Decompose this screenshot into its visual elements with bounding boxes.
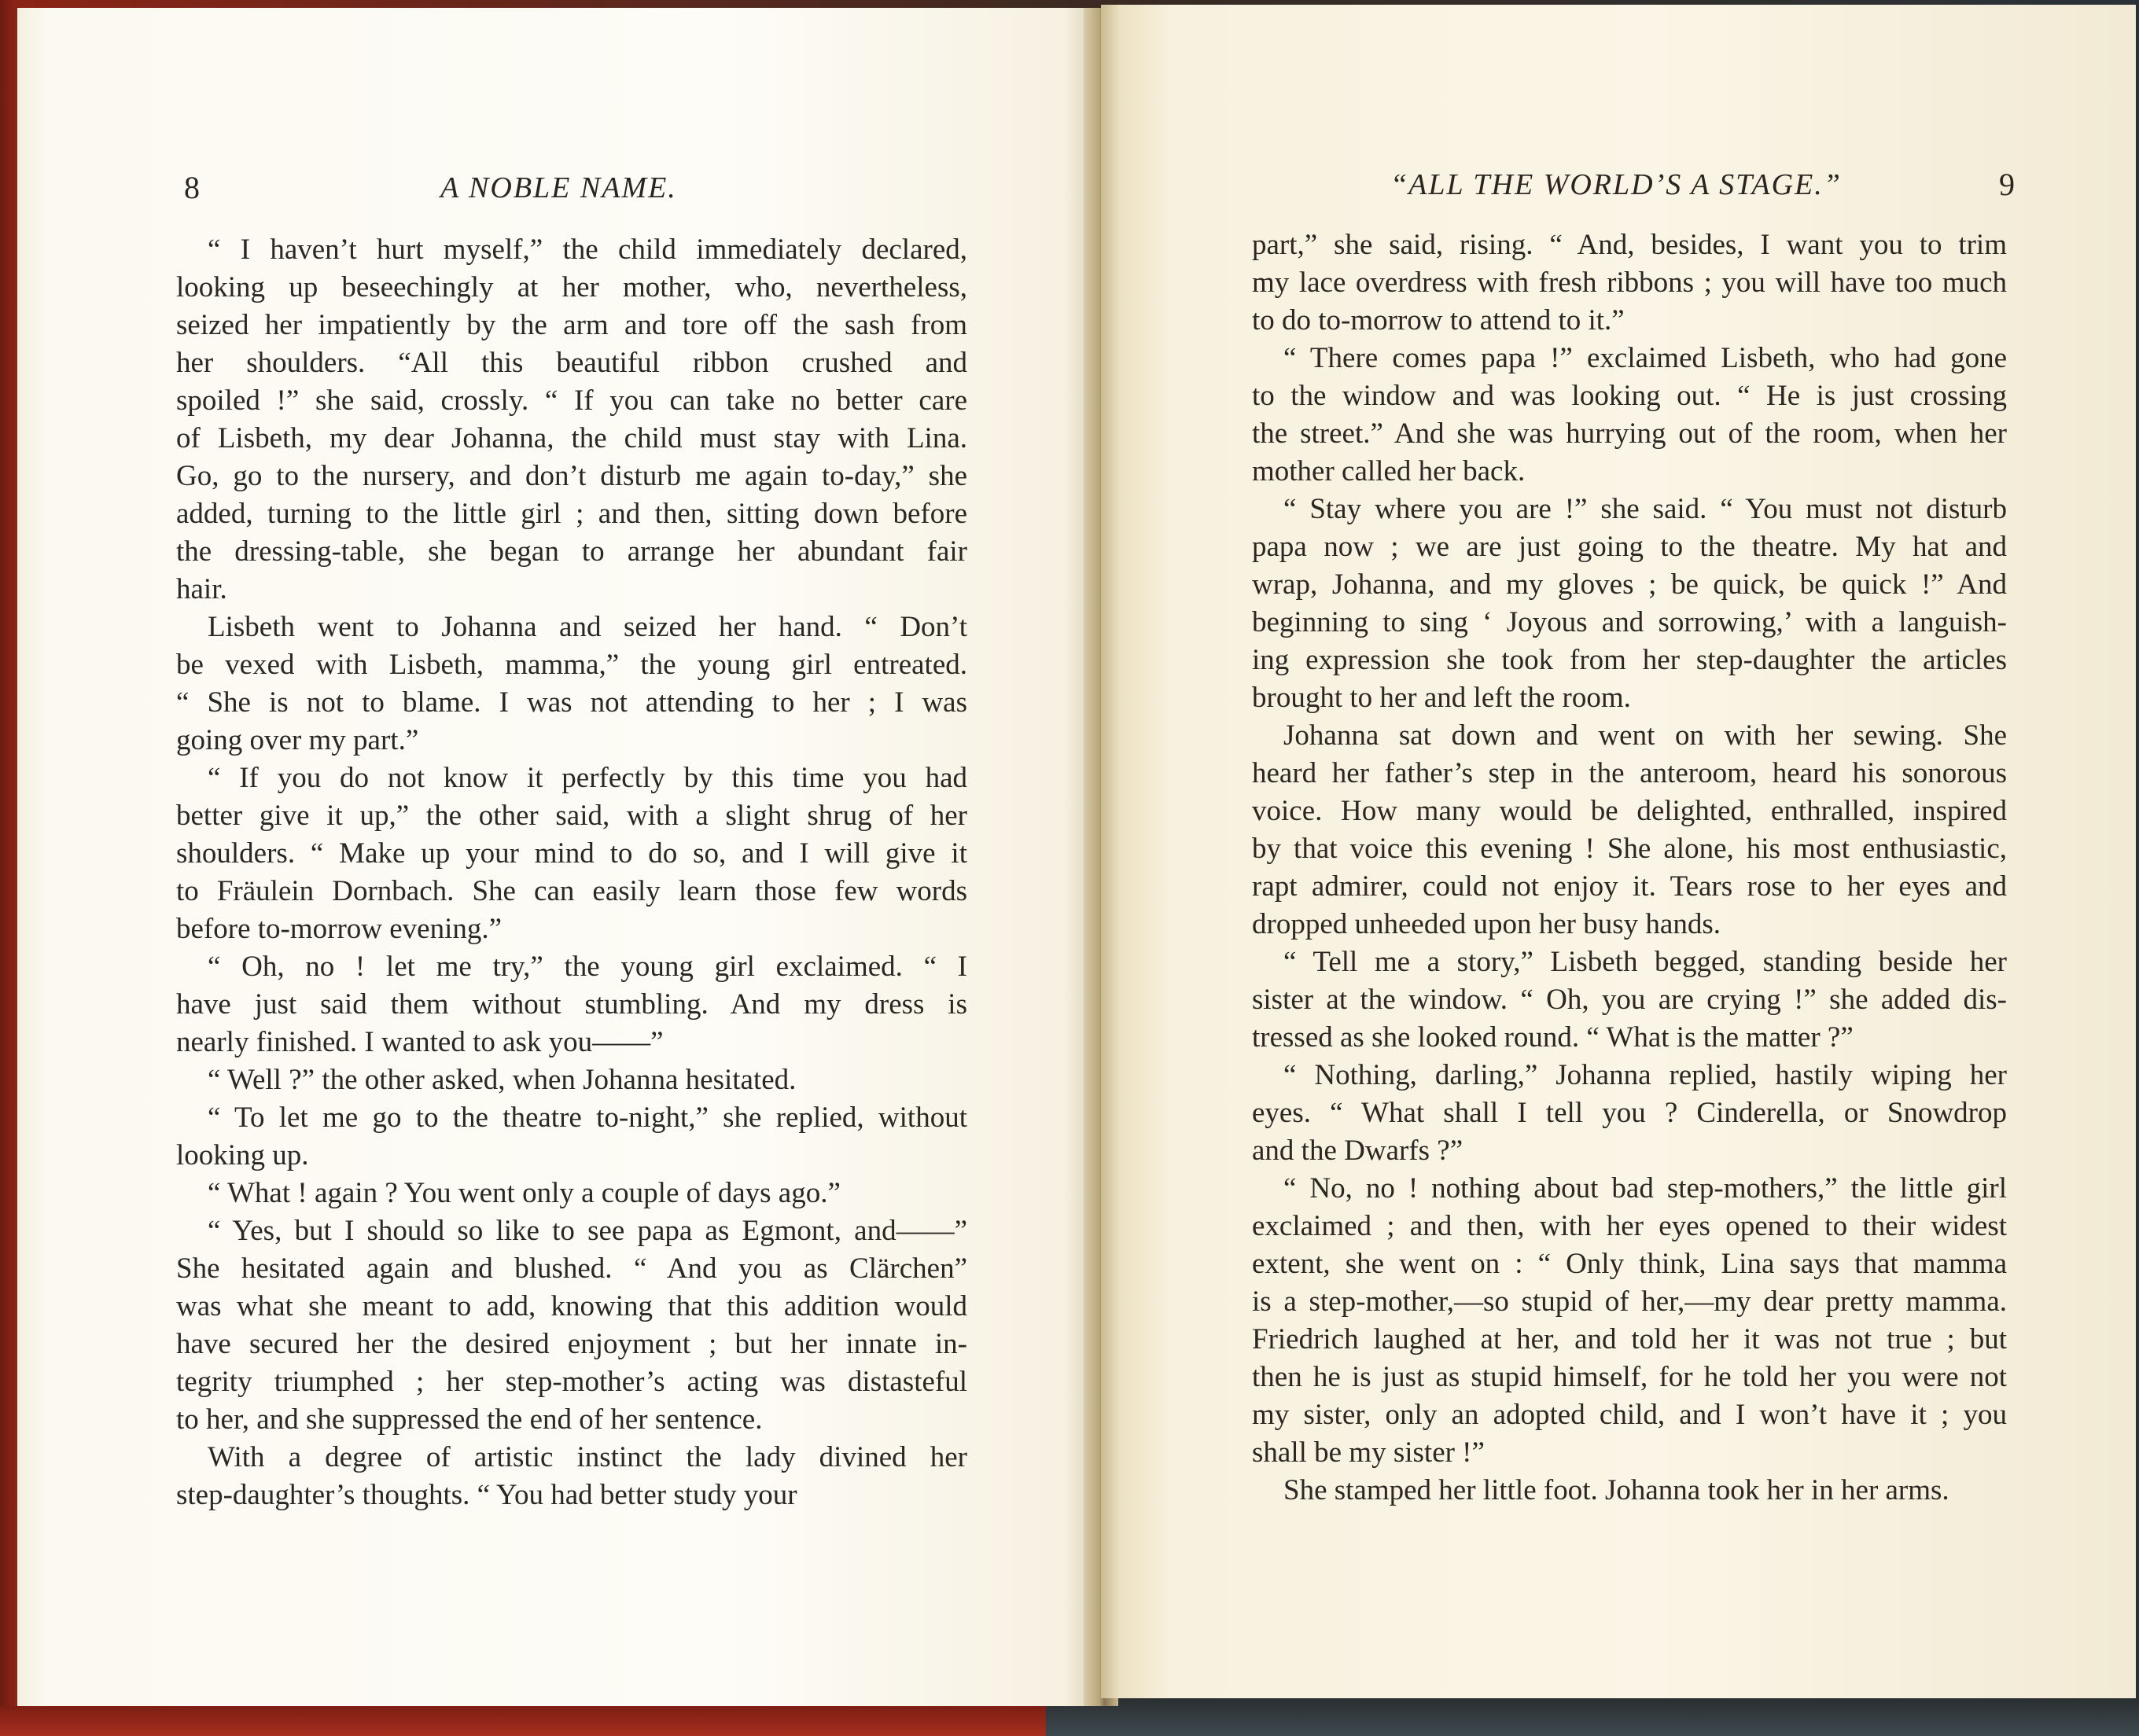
text-line: “ Nothing, darling,” Johanna replied, hastily wiping her xyxy=(1283,1059,2007,1091)
book-cover-bottom-right xyxy=(1046,1698,2139,1736)
left-page-number: 8 xyxy=(184,170,201,205)
text-line: “ What ! again ? You went only a couple of days ago.” xyxy=(208,1177,841,1209)
text-line: “ There comes papa !” exclaimed Lisbeth, who had gone xyxy=(1283,342,2007,374)
left-page-header xyxy=(17,169,1101,210)
text-line: extent, she went on : “ Only think, Lina says that mamma xyxy=(1252,1248,2007,1280)
text-line: before to-morrow evening.” xyxy=(176,913,503,945)
text-line: to the window and was looking out. “ He is just crossing xyxy=(1252,380,2007,412)
text-line: papa now ; we are just going to the theatre. My hat and xyxy=(1252,531,2007,563)
book-cover-bottom-left xyxy=(0,1706,1046,1736)
text-line: to do to-morrow to attend to it.” xyxy=(1252,304,1625,337)
text-line: “ Well ?” the other asked, when Johanna hesitated. xyxy=(208,1064,797,1096)
text-line: dropped unheeded upon her busy hands. xyxy=(1252,908,1721,940)
text-line: “ I haven’t hurt myself,” the child immediately declared, xyxy=(208,234,967,266)
text-line: brought to her and left the room. xyxy=(1252,682,1631,714)
text-line: by that voice this evening ! She alone, his most enthusiastic, xyxy=(1252,833,2007,865)
text-line: the dressing-table, she began to arrange her abundant fair xyxy=(176,535,967,568)
left-page xyxy=(17,8,1101,1706)
text-line: With a degree of artistic instinct the lady divined her xyxy=(208,1441,967,1473)
text-line: my sister, only an adopted child, and I won’t have it ; you xyxy=(1252,1399,2007,1431)
text-line: and the Dwarfs ?” xyxy=(1252,1135,1463,1167)
text-line: added, turning to the little girl ; and then, sitting down before xyxy=(176,498,967,530)
text-line: sister at the window. “ Oh, you are crying !” she added dis- xyxy=(1252,984,2007,1016)
left-running-head: A NOBLE NAME. xyxy=(440,171,677,204)
text-line: to Fräulein Dornbach. She can easily learn those few words xyxy=(176,875,967,907)
text-line: rapt admirer, could not enjoy it. Tears rose to her eyes and xyxy=(1252,870,2007,903)
text-line: heard her father’s step in the anteroom, heard his sonorous xyxy=(1252,757,2007,789)
text-line: “ Stay where you are !” she said. “ You must not disturb xyxy=(1283,493,2007,525)
text-line: the street.” And she was hurrying out of the room, when her xyxy=(1252,417,2007,450)
text-line: eyes. “ What shall I tell you ? Cinderella, or Snowdrop xyxy=(1252,1097,2007,1129)
text-line: better give it up,” the other said, with a slight shrug of her xyxy=(176,800,967,832)
text-line: tegrity triumphed ; her step-mother’s acting was distasteful xyxy=(176,1366,967,1398)
text-line: have secured her the desired enjoyment ; but her innate in- xyxy=(176,1328,967,1360)
text-line: shoulders. “ Make up your mind to do so, and I will give it xyxy=(176,837,967,870)
left-page-body xyxy=(176,231,967,1514)
text-line: nearly finished. I wanted to ask you——” xyxy=(176,1026,664,1058)
text-line: mother called her back. xyxy=(1252,455,1526,487)
text-line: have just said them without stumbling. And my dress is xyxy=(176,988,967,1021)
text-line: her shoulders. “All this beautiful ribbon crushed and xyxy=(176,347,967,379)
text-line: spoiled !” she said, crossly. “ If you can take no better care xyxy=(176,384,967,417)
text-line: “ Tell me a story,” Lisbeth begged, standing beside her xyxy=(1283,946,2007,978)
text-line: exclaimed ; and then, with her eyes opened to their widest xyxy=(1252,1210,2007,1242)
text-line: of Lisbeth, my dear Johanna, the child must stay with Lina. xyxy=(176,422,967,454)
text-line: shall be my sister !” xyxy=(1252,1436,1485,1469)
text-line: seized her impatiently by the arm and tore off the sash from xyxy=(176,309,967,341)
text-line: is a step-mother,—so stupid of her,—my dear pretty mamma. xyxy=(1252,1285,2007,1318)
text-line: “ Oh, no ! let me try,” the young girl exclaimed. “ I xyxy=(208,951,967,983)
right-page-body xyxy=(1252,226,2007,1510)
text-line: looking up beseechingly at her mother, who, nevertheless, xyxy=(176,271,967,303)
text-line: going over my part.” xyxy=(176,724,419,756)
text-line: step-daughter’s thoughts. “ You had better study your xyxy=(176,1479,797,1511)
text-line: Johanna sat down and went on with her sewing. She xyxy=(1283,719,2007,752)
text-line: Friedrich laughed at her, and told her it was not true ; but xyxy=(1252,1323,2007,1355)
text-line: “ If you do not know it perfectly by this time you had xyxy=(208,762,967,794)
right-running-head: “ALL THE WORLD’S A STAGE.” xyxy=(1390,168,1842,201)
right-page-header xyxy=(1101,166,2136,207)
text-line: Go, go to the nursery, and don’t disturb me again to-day,” she xyxy=(176,460,967,492)
text-line: be vexed with Lisbeth, mamma,” the young girl entreated. xyxy=(176,649,967,681)
text-line: beginning to sing ‘ Joyous and sorrowing,’ with a languish- xyxy=(1252,606,2007,638)
text-line: tressed as she looked round. “ What is the matter ?” xyxy=(1252,1021,1854,1054)
right-page xyxy=(1101,5,2136,1698)
text-line: wrap, Johanna, and my gloves ; be quick, be quick !” And xyxy=(1252,568,2007,601)
text-line: Lisbeth went to Johanna and seized her hand. “ Don’t xyxy=(208,611,967,643)
text-line: my lace overdress with fresh ribbons ; you will have too much xyxy=(1252,267,2007,299)
text-line: part,” she said, rising. “ And, besides, I want you to trim xyxy=(1252,229,2007,261)
text-line: voice. How many would be delighted, enthralled, inspired xyxy=(1252,795,2007,827)
text-line: ing expression she took from her step-daughter the articles xyxy=(1252,644,2007,676)
text-line: “ No, no ! nothing about bad step-mothers,” the little girl xyxy=(1283,1172,2007,1205)
text-line: She stamped her little foot. Johanna took her in her arms. xyxy=(1283,1474,1949,1506)
text-line: was what she meant to add, knowing that this addition would xyxy=(176,1290,967,1322)
text-line: looking up. xyxy=(176,1139,309,1171)
right-page-number: 9 xyxy=(1999,167,2016,202)
text-line: then he is just as stupid himself, for he told her you were not xyxy=(1252,1361,2007,1393)
text-line: hair. xyxy=(176,573,227,605)
text-line: “ Yes, but I should so like to see papa as Egmont, and——” xyxy=(208,1215,967,1247)
text-line: “ To let me go to the theatre to-night,” she replied, without xyxy=(208,1102,967,1134)
text-line: She hesitated again and blushed. “ And you as Clärchen” xyxy=(176,1252,967,1285)
text-line: “ She is not to blame. I was not attending to her ; I was xyxy=(176,686,967,719)
text-line: to her, and she suppressed the end of her sentence. xyxy=(176,1403,763,1436)
